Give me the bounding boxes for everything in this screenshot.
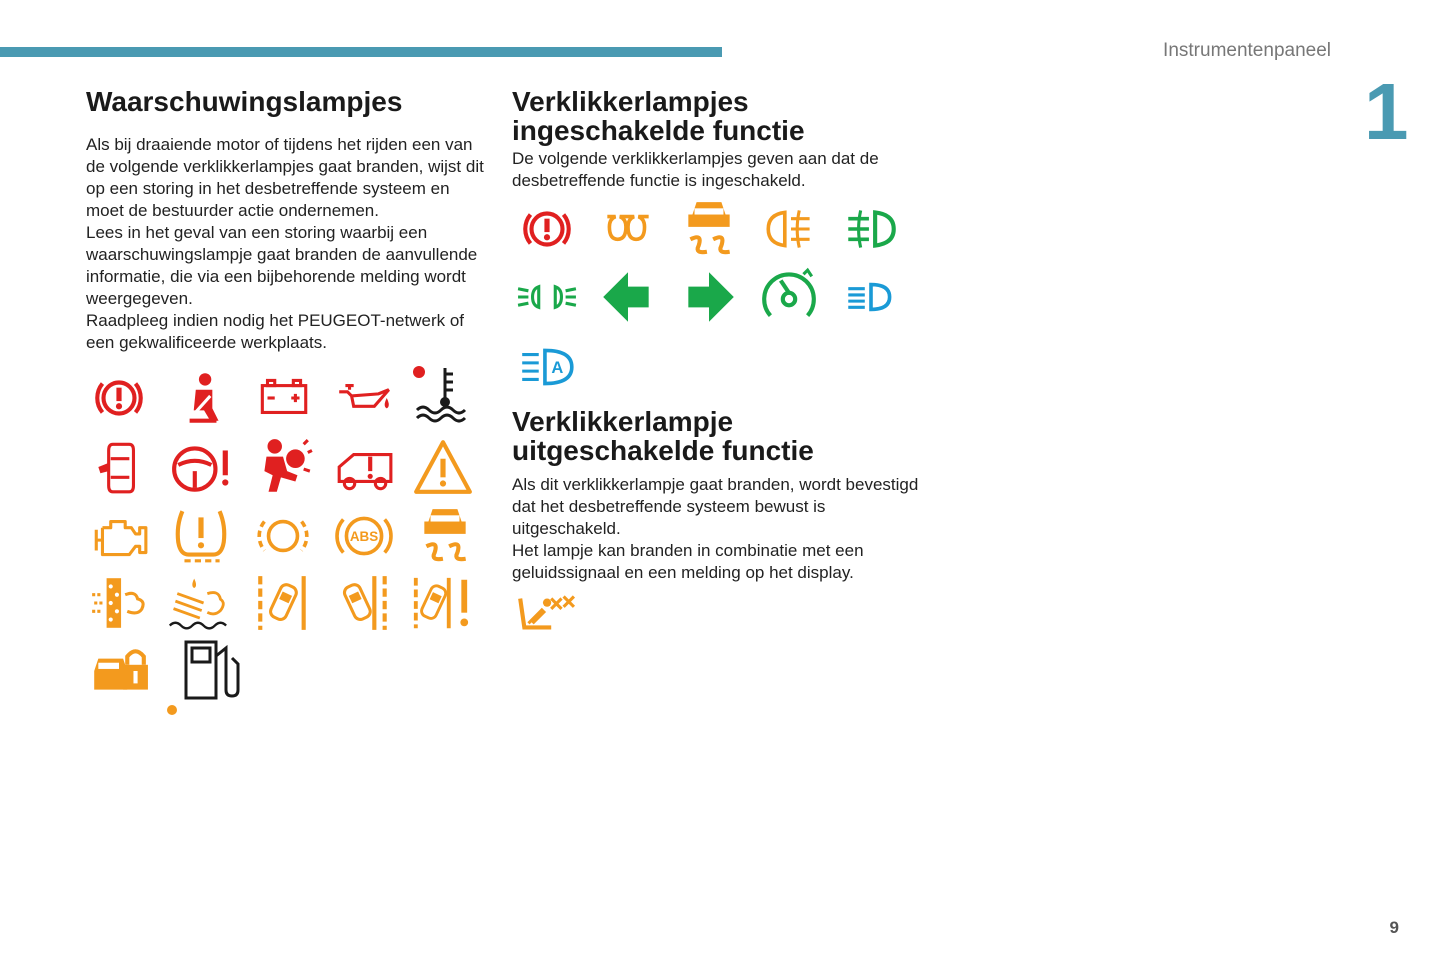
turn-right-indicator-icon	[678, 266, 740, 328]
page-number: 9	[1389, 918, 1399, 937]
engine-check-icon	[88, 505, 150, 567]
active-function-text: De volgende verklikkerlampjes geven aan dat de desbetreffende functie is ingeschakeld.	[512, 149, 879, 190]
brake-pad-wear-icon	[252, 505, 314, 567]
section-title: Instrumentenpaneel	[1163, 40, 1331, 61]
low-fuel-icon	[160, 636, 242, 718]
deactivated-function-text	[512, 474, 922, 584]
paragraph: Het lampje kan branden in combinatie met een geluidssignaal en een melding op het display.	[512, 541, 864, 582]
header-accent-bar	[0, 47, 722, 57]
general-warning-icon	[412, 436, 474, 498]
auto-beam-label: A	[551, 358, 564, 378]
lane-departure-icon	[252, 572, 314, 634]
seat-massage-off-icon	[514, 582, 576, 644]
coolant-temperature-icon	[410, 362, 472, 424]
paragraph: Als dit verklikkerlampje gaat branden, wordt bevestigd dat het desbetreffende systeem bewust is uitgeschakeld.	[512, 475, 919, 538]
door-open-icon	[88, 436, 150, 498]
seatbelt-icon	[171, 367, 233, 429]
dsc-stability-icon	[414, 505, 476, 567]
stability-control-on-icon	[678, 198, 740, 260]
abs-label: ABS	[349, 529, 379, 545]
parking-brake-icon	[516, 198, 578, 260]
warning-lamps-heading: Waarschuwingslampjes	[86, 86, 403, 117]
front-fog-lamp-icon	[840, 198, 902, 260]
battery-icon	[252, 367, 314, 429]
sidelights-icon	[516, 266, 578, 328]
alarm-lock-icon	[88, 640, 150, 702]
dipped-beam-icon	[840, 266, 902, 328]
particle-filter-icon	[88, 572, 150, 634]
tyre-pressure-icon	[170, 505, 232, 567]
paragraph: Als bij draaiende motor of tijdens het rijden een van de volgende verklikkerlampjes gaat branden, wijst dit op een storing in het desbetreffende systeem en moet de bestuurder actie ondernemen.	[86, 135, 484, 220]
cruise-control-icon	[758, 266, 820, 328]
heading-line: Verklikkerlampjes	[512, 86, 749, 117]
water-in-diesel-icon	[166, 572, 228, 634]
heading-line: ingeschakelde functie	[512, 115, 805, 146]
paragraph: Lees in het geval van een storing waarbij een waarschuwingslampje gaat branden de aanvullende informatie, die via een bijbehorende melding wordt weergegeven.	[86, 223, 478, 308]
service-warning-icon	[333, 436, 395, 498]
heading-line: uitgeschakelde functie	[512, 435, 814, 466]
auto-high-beam-icon	[516, 336, 578, 398]
airbag-icon	[252, 436, 314, 498]
brake-warning-icon	[88, 367, 150, 429]
paragraph: Raadpleeg indien nodig het PEUGEOT-netwerk of een gekwalificeerde werkplaats.	[86, 311, 465, 352]
heading-line: Verklikkerlampje	[512, 406, 734, 437]
glow-plug-icon	[597, 198, 659, 260]
rear-fog-lamp-icon	[760, 198, 822, 260]
lane-assist-fault-icon	[410, 572, 472, 634]
turn-left-indicator-icon	[597, 266, 659, 328]
lane-keeping-icon	[333, 572, 395, 634]
deactivated-function-heading	[512, 407, 814, 465]
abs-icon	[333, 505, 395, 567]
warning-lamps-text	[86, 134, 486, 354]
oil-pressure-icon	[333, 367, 395, 429]
active-function-heading	[512, 87, 805, 145]
power-steering-icon	[170, 436, 232, 498]
chapter-number: 1	[1364, 67, 1409, 156]
